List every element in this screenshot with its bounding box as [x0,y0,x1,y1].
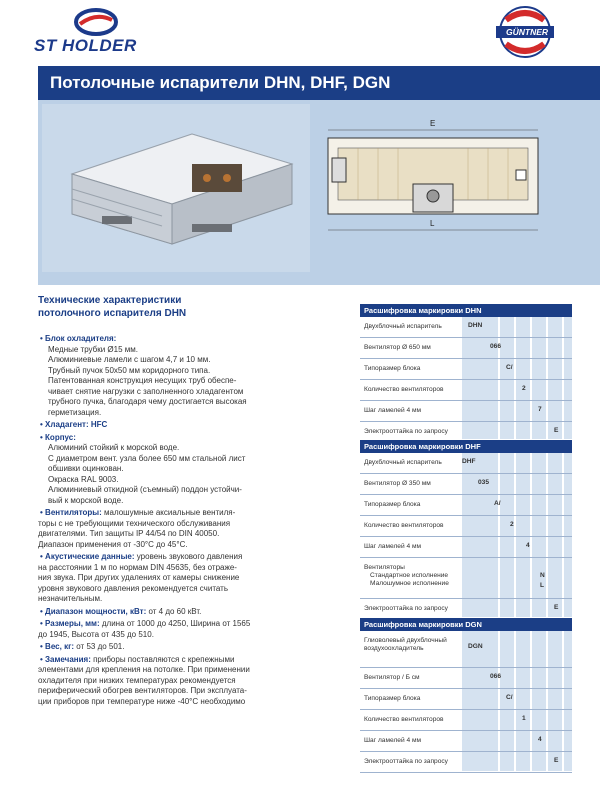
table-row: Типоразмер блока C/ [360,359,572,380]
evaporator-drawing [318,112,548,242]
st-holder-emblem-icon [74,8,118,36]
dim-e-label: E [430,119,436,128]
table-row: Вентилятор Ø 650 мм 066 [360,338,572,359]
table-row: Вентиляторы Стандартное исполнение Малошумное исполнение N L [360,558,572,599]
spec-fans: • Вентиляторы: малошумные аксиальные вентиля- торы с не требующими технического обслуживания двигателями. Тип защиты IP 44/54 по DIN 40050. Диапазон применения от -30°C до 45°C. [38,508,236,549]
table-row: Электрооттайка по запросу E [360,752,572,773]
spec-casing: • Корпус: Алюминий стойкий к морской воде. С диаметром вент. узла более 650 мм стальной лист обшивки оцинкован. Окраска RAL 9003. Алюминиевый откидной (съемный) поддон устойчи- вый к морской воде. [40,432,246,505]
table-row: Двухблочный испаритель DHN [360,317,572,338]
table-dhf-title: Расшифровка маркировки DHF [360,440,572,453]
table-row: Шаг ламелей 4 мм 4 [360,537,572,558]
spec-acoustic: • Акустические данные: уровень звукового давления на расстоянии 1 м по нормам DIN 45635, без отраже- ния звука. При других удалениях от камеры снижение уровня звукового давления рекомендуется считать незначительным. [38,552,243,603]
table-row: Количество вентиляторов 2 [360,516,572,537]
st-holder-wordmark: ST HOLDER [34,36,137,55]
specs-section [38,294,296,709]
table-dhn-title: Расшифровка маркировки DHN [360,304,572,317]
spec-weight: • Вес, кг: от 53 до 501. [40,642,125,651]
st-holder-logo [22,6,172,58]
table-row: Типоразмер блока C/ [360,689,572,710]
guntner-logo [492,4,558,65]
evaporator-photo [42,104,310,272]
spec-refrigerant: • Хладагент: HFC [40,420,108,429]
dim-l-label: L [430,219,435,228]
table-row: Двухблочный испаритель DHF [360,453,572,474]
table-dhf [360,440,572,620]
spec-dimensions: • Размеры, мм: длина от 1000 до 4250, Ширина от 1565 до 1945, Высота от 435 до 510. [38,619,251,639]
spec-notes: • Замечания: приборы поставляются с крепежными элементами для крепления на потолке. При применении охладителя при низких температурах рекомендуется периферический обогрев вентиляторов. При эксплуата- ции приборов при температуре ниже -40°C необходимо [38,654,250,706]
table-row: Вентилятор Ø 350 мм 035 [360,474,572,495]
table-row: Шаг ламелей 4 мм 4 [360,731,572,752]
table-row: Электрооттайка по запросу E [360,599,572,620]
table-row: Вентилятор / Б см 066 [360,668,572,689]
guntner-wordmark: GÜNTNER [505,27,549,37]
table-row: Электрооттайка по запросу E [360,422,572,443]
spec-capacity: • Диапазон мощности, кВт: от 4 до 60 кВт. [40,606,202,616]
table-row: Шаг ламелей 4 мм 7 [360,401,572,422]
table-dgn [360,618,572,773]
table-dhn [360,304,572,443]
table-row: Типоразмер блока A/ [360,495,572,516]
table-row: Количество вентиляторов 2 [360,380,572,401]
table-dgn-title: Расшифровка маркировки DGN [360,618,572,631]
table-row: Глиоволевый двухблочный воздухоохладитель DGN [360,631,572,668]
specs-heading: Технические характеристики потолочного испарителя DHN [38,295,187,319]
table-row: Количество вентиляторов 1 [360,710,572,731]
spec-block: • Блок охладителя: Медные трубки Ø15 мм. Алюминиевые ламели с шагом 4,7 и 10 мм. Трубный пучок 50х50 мм коридорного типа. Патентованная конструкция несущих труб обеспе- чивает снятие нагрузки с заполненного хладагентом трубного пучка, благодаря чему достигается высокая герметизация. [40,334,247,417]
page-title: Потолочные испарители DHN, DHF, DGN [38,66,600,100]
